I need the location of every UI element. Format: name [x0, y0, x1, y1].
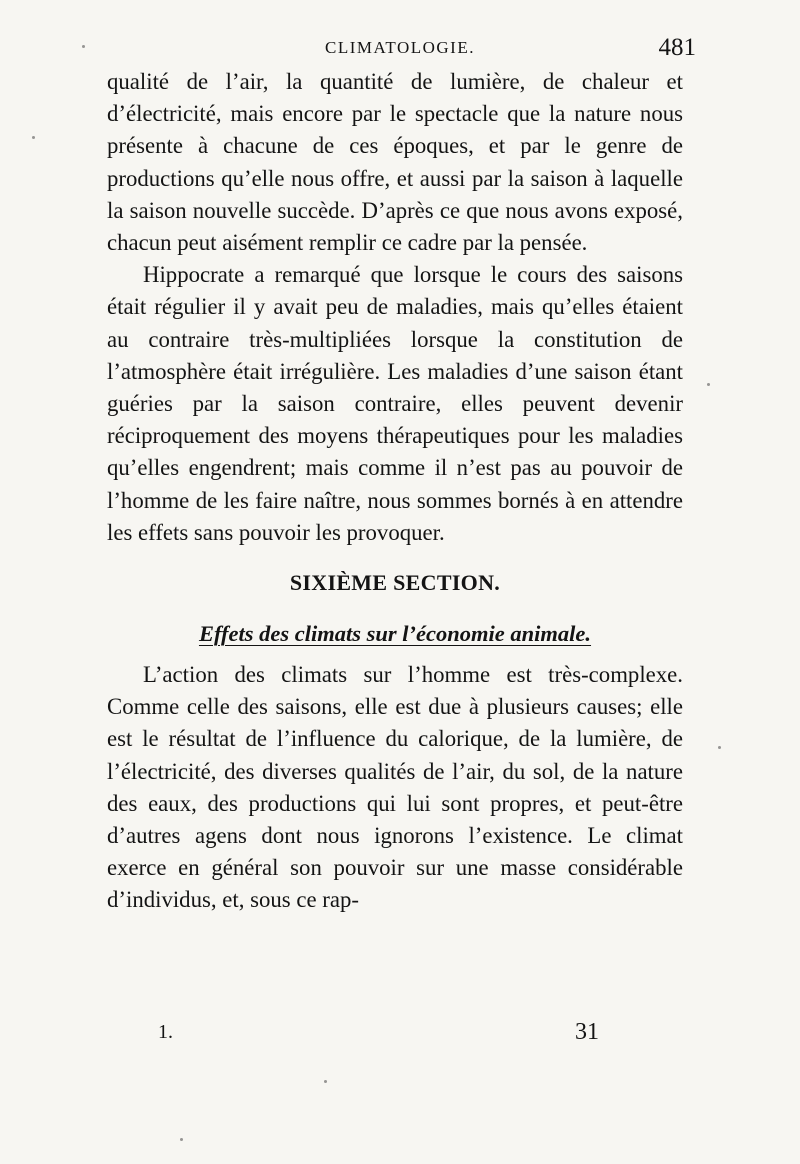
main-text [107, 66, 683, 917]
section-subtitle [107, 609, 683, 659]
running-title: CLIMATOLOGIE. [325, 38, 475, 57]
paragraph-hippocrate: Hippocrate a remarqué que lorsque le cours des saisons était régulier il y avait peu de maladies, mais qu’elles étaient au contraire très-multipliées lorsque la constitution de l’atmosphère était irrégulière. Les maladies d’une saison étant guéries par la saison contraire, elles peuvent devenir réciproquement des moyens thérapeutiques pour les maladies qu’elles engendrent; mais comme il n’est pas au pouvoir de l’homme de les faire naître, nous sommes bornés à en attendre les effets sans pouvoir les provoquer. [107, 262, 683, 545]
page-footer [0, 1015, 800, 1049]
paper-speck [32, 136, 35, 139]
paper-speck [707, 383, 710, 386]
paper-speck [324, 1080, 327, 1083]
running-head [0, 34, 800, 64]
section-subtitle-text: Effets des climats sur l’économie animale. [198, 621, 592, 647]
signature-number: 31 [575, 1019, 599, 1045]
paper-speck [718, 746, 721, 749]
section-title: SIXIÈME SECTION. [289, 570, 501, 596]
page-number: 481 [658, 34, 696, 61]
paper-speck [82, 45, 85, 48]
paragraph-continuation: qualité de l’air, la quantité de lumière, de chaleur et d’électricité, mais encore par le spectacle que la nature nous présente à chacune de ces époques, et par le genre de productions qu’elle nous offre, et aussi par la saison à laquelle la saison nouvelle succède. D’après ce que nous avons exposé, chacun peut aisément remplir ce cadre par la pensée. [107, 69, 683, 256]
signature-mark: 1. [158, 1021, 173, 1043]
paragraph-climats: L’action des climats sur l’homme est très-complexe. Comme celle des saisons, elle est due à plusieurs causes; elle est le résultat de l’influence du calorique, de la lumière, de l’électricité, des diverses qualités de l’air, du sol, de la nature des eaux, des productions qui lui sont propres, et peut-être d’autres agens dont nous ignorons l’existence. Le climat exerce en général son pouvoir sur une masse considérable d’individus, et, sous ce rap- [107, 662, 683, 913]
paper-speck [180, 1138, 183, 1141]
